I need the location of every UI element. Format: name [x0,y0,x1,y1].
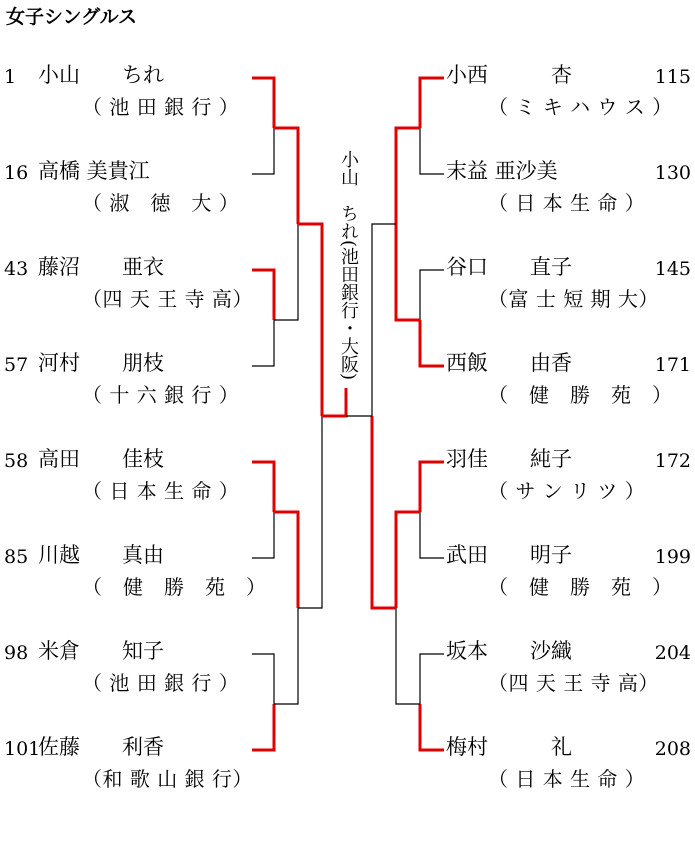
player-affiliation: （和 歌 山 銀 行） [82,767,253,791]
player-name: 羽佳 純子 [446,447,572,471]
bracket-line-win [420,704,444,750]
player-name: 小山 ちれ [38,63,164,87]
player-name: 坂本 沙織 [446,639,572,663]
bracket-line-win [252,462,274,512]
player-affiliation: （ ミ キ ハ ウ ス ） [488,95,673,119]
player-affiliation: （ 日 本 生 命 ） [82,479,240,503]
player-affiliation: （四 天 王 寺 高） [82,287,253,311]
bracket-line [420,512,444,558]
bracket-title: 女子シングルス [6,6,138,28]
player-name: 谷口 直子 [446,255,572,279]
player-seed: 208 [654,738,691,760]
player-seed: 58 [4,450,29,472]
player-seed: 57 [4,354,29,376]
bracket-line-win [396,224,420,320]
bracket-line-win [252,704,274,750]
champion-label: 小山 ちれ(池田銀行・大阪) [338,150,359,381]
bracket-line [420,270,444,320]
bracket-line [420,654,444,704]
bracket-line-win [420,462,444,512]
player-seed: 98 [4,642,29,664]
player-affiliation: （ 健 勝 苑 ） [488,383,673,407]
player-name: 小西 杏 [446,63,572,87]
bracket-line-win [252,78,274,128]
player-seed: 43 [4,258,29,280]
player-affiliation: （ 健 勝 苑 ） [488,575,673,599]
player-name: 米倉 知子 [38,639,164,663]
player-seed: 85 [4,546,29,568]
player-affiliation: （ 淑 徳 大 ） [82,191,240,215]
bracket-line [420,128,444,174]
player-seed: 172 [654,450,691,472]
player-name: 梅村 礼 [446,735,572,759]
player-seed: 101 [4,738,41,760]
player-seed: 145 [654,258,691,280]
player-affiliation: （ 日 本 生 命 ） [488,767,646,791]
player-seed: 16 [4,162,29,184]
bracket-line [396,608,420,704]
bracket-line-win [396,512,420,608]
player-name: 河村 朋枝 [38,351,164,375]
player-name: 高田 佳枝 [38,447,164,471]
player-name: 佐藤 利香 [38,735,164,759]
player-affiliation: （富 士 短 期 大） [488,287,659,311]
player-seed: 204 [654,642,691,664]
player-seed: 115 [654,66,691,88]
bracket-line-win [252,270,274,320]
bracket-line-win [420,78,444,128]
bracket-line-win [396,128,420,224]
player-seed: 1 [4,66,17,88]
player-affiliation: （四 天 王 寺 高） [488,671,659,695]
player-affiliation: （ 池 田 銀 行 ） [82,95,240,119]
bracket-line [274,608,298,704]
bracket-line [252,654,274,704]
player-name: 西飯 由香 [446,351,572,375]
player-name: 川越 真由 [38,543,164,567]
bracket-line-win [322,388,346,416]
champion-box [335,150,361,380]
player-affiliation: （ 日 本 生 命 ） [488,191,646,215]
player-affiliation: （ 健 勝 苑 ） [82,575,267,599]
bracket-line-win [298,224,322,416]
bracket-line-win [420,320,444,366]
bracket-line-win [274,128,298,224]
player-affiliation: （ サ ン リ ツ ） [488,479,646,503]
player-affiliation: （ 池 田 銀 行 ） [82,671,240,695]
player-name: 藤沼 亜衣 [38,255,164,279]
player-affiliation: （ 十 六 銀 行 ） [82,383,240,407]
bracket-line-win [372,416,396,608]
bracket-line [298,416,322,608]
player-seed: 171 [654,354,691,376]
player-name: 武田 明子 [446,543,572,567]
player-name: 末益 亜沙美 [446,159,558,183]
player-name: 高橋 美貴江 [38,159,150,183]
bracket-line [372,224,396,416]
bracket-line [274,224,298,320]
bracket-line [252,128,274,174]
bracket-line [252,320,274,366]
bracket-line-win [274,512,298,608]
player-seed: 199 [654,546,691,568]
player-seed: 130 [654,162,691,184]
bracket-line [252,512,274,558]
